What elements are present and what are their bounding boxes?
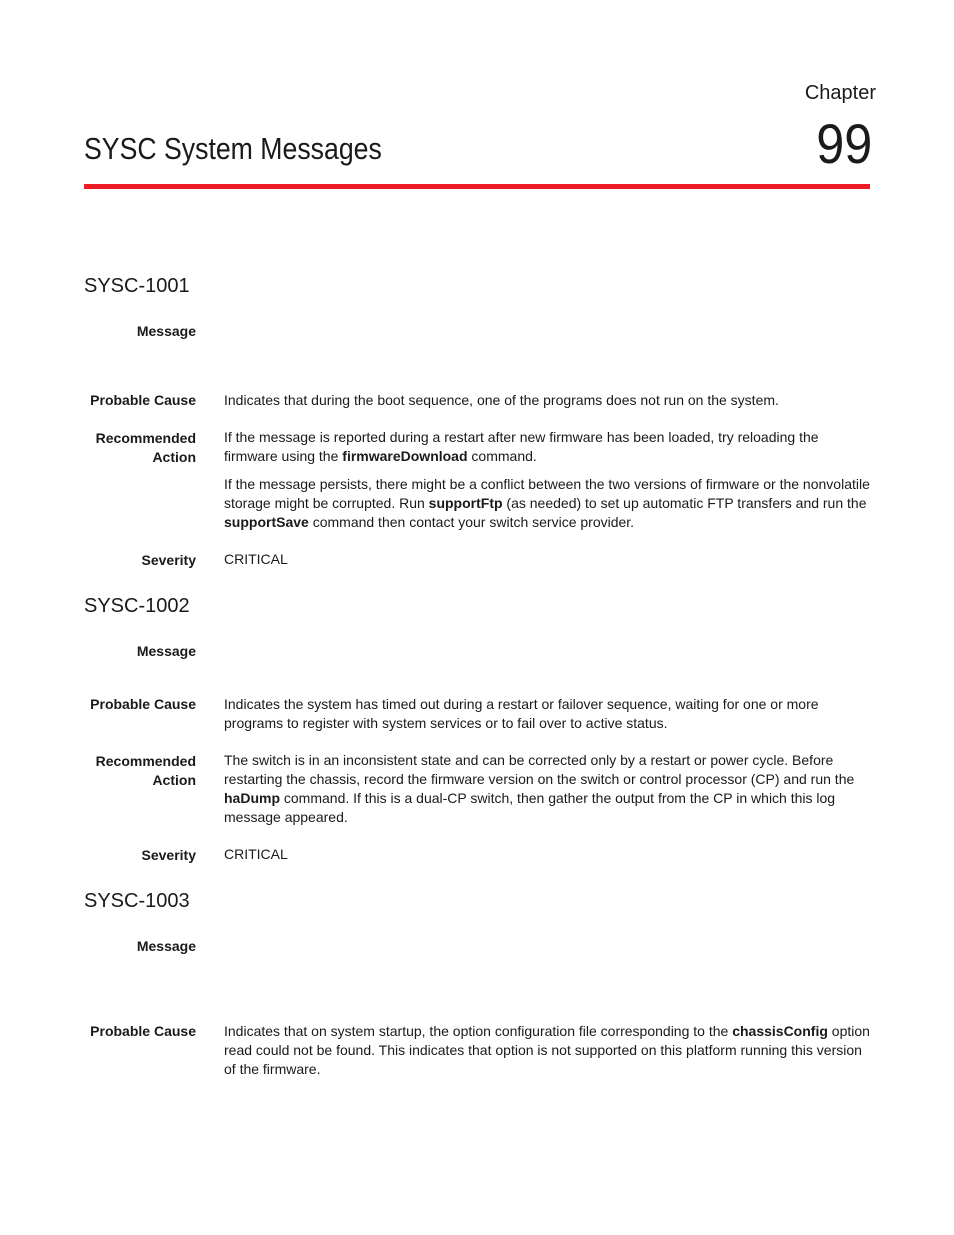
recommended-action-label <box>40 429 196 467</box>
probable-cause-text: Indicates the system has timed out during a restart or failover sequence, waiting for one or more programs to register with system services or to fail over to active status. <box>224 696 819 731</box>
action-text: The switch is in an inconsistent state and can be corrected only by a restart or power cycle. Before restarting the chassis, record the firmware version on the switch or control processor (CP) and run the <box>224 752 855 787</box>
message-label: Message <box>136 323 196 339</box>
cause-text: option read could not be found. This indicates that option is not supported on this platform running this version of the firmware. <box>224 1023 870 1077</box>
probable-cause-label: Probable Cause <box>90 392 196 408</box>
recommended-action-text-2 <box>224 475 870 532</box>
cause-text: Indicates that on system startup, the option configuration file corresponding to the <box>224 1023 733 1039</box>
command-name: firmwareDownload <box>342 448 468 464</box>
page-title: SYSC System Messages <box>84 131 382 166</box>
message-label: Message <box>136 643 196 659</box>
probable-cause-text: Indicates that during the boot sequence, one of the programs does not run on the system. <box>224 392 779 408</box>
severity-label: Severity <box>141 847 196 863</box>
recommended-action-text <box>224 751 870 827</box>
command-name: supportSave <box>224 514 309 530</box>
probable-cause-text <box>224 1022 870 1079</box>
action-text: command. <box>467 448 537 464</box>
recommended-label-line1: Recommended <box>95 430 196 446</box>
command-name: chassisConfig <box>732 1023 828 1039</box>
chapter-label: Chapter <box>804 82 876 104</box>
section-heading-sysc-1003: SYSC-1003 <box>84 890 190 912</box>
probable-cause-label: Probable Cause <box>90 696 196 712</box>
action-text: command then contact your switch service provider. <box>308 514 635 530</box>
command-name: haDump <box>224 790 280 806</box>
chapter-number: 99 <box>815 112 872 175</box>
section-heading-sysc-1001: SYSC-1001 <box>84 275 190 297</box>
action-text: If the message is reported during a restart after new firmware has been loaded, try reloading the firmware using the <box>224 429 819 464</box>
action-text: (as needed) to set up automatic FTP transfers and run the <box>502 495 867 511</box>
recommended-action-text <box>224 428 870 466</box>
recommended-label-line2: Action <box>152 772 196 788</box>
severity-value: CRITICAL <box>224 846 288 862</box>
action-text: command. If this is a dual-CP switch, then gather the output from the CP in which this log message appeared. <box>224 790 836 825</box>
probable-cause-label: Probable Cause <box>90 1023 196 1039</box>
recommended-action-label <box>40 752 196 790</box>
title-rule <box>84 184 870 189</box>
recommended-label-line2: Action <box>152 449 196 465</box>
section-heading-sysc-1002: SYSC-1002 <box>84 595 190 617</box>
severity-label: Severity <box>141 552 196 568</box>
action-text: If the message persists, there might be a conflict between the two versions of firmware or the nonvolatile storage might be corrupted. Run <box>224 476 870 511</box>
severity-value: CRITICAL <box>224 551 288 567</box>
message-label: Message <box>136 938 196 954</box>
recommended-label-line1: Recommended <box>95 753 196 769</box>
command-name: supportFtp <box>428 495 503 511</box>
